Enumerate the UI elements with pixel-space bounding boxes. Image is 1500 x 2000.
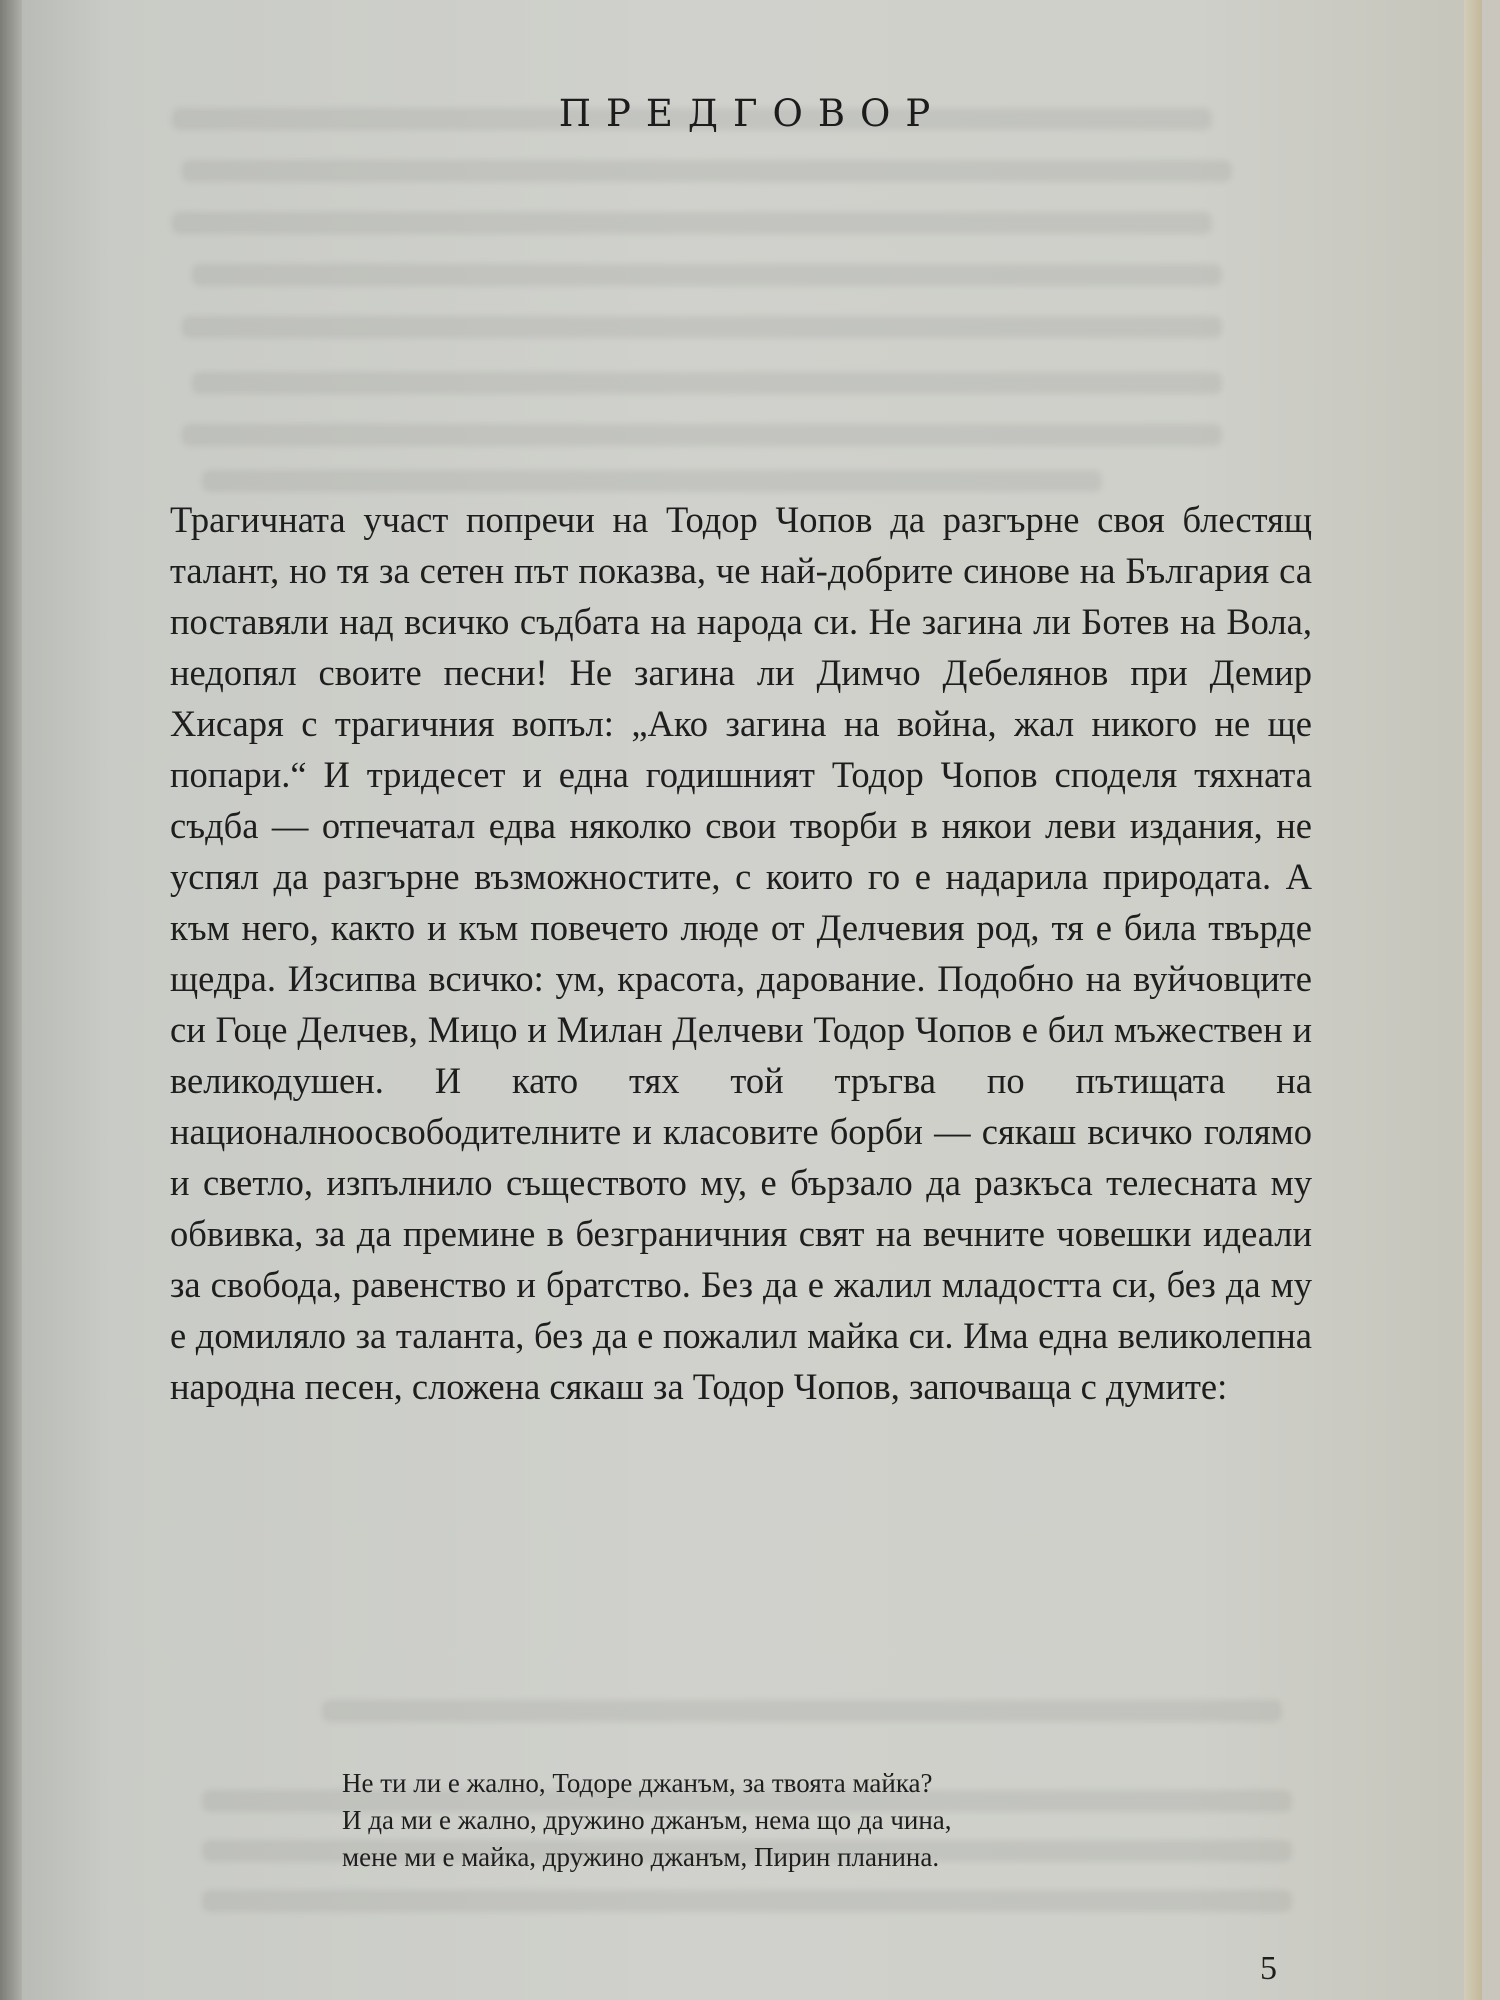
folk-song-quote [342,1765,1292,1876]
page-title: ПРЕДГОВОР [558,92,946,135]
page-edge [1464,0,1482,2000]
page-number: 5 [1260,1950,1277,1987]
book-page [22,0,1482,2000]
poem-line: Не ти ли е жално, Тодоре джанъм, за твоята майка? [342,1768,933,1798]
poem-line: мене ми е майка, дружино джанъм, Пирин планина. [342,1842,940,1872]
foreword-paragraph: Трагичната участ попречи на Тодор Чопов да разгърне своя блестящ талант, но тя за сетен път показва, че най-добрите синове на България са поставяли над всичко съдбата на народа си. Не загина ли Ботев на Вола, недопял своите песни! Не загина ли Димчо Дебелянов при Демир Хисаря с трагичния вопъл: „Ако загина на война, жал никого не ще попари.“ И тридесет и една годишният Тодор Чопов споделя тяхната съдба — отпечатал едва няколко свои творби в някои леви издания, не успял да разгърне възможностите, с които го е надарила природата. А към него, както и към повечето люде от Делчевия род, тя е била твърде щедра. Изсипва всичко: ум, красота, дарование. Подобно на вуйчовците си Гоце Делчев, Мицо и Милан Делчеви Тодор Чопов е бил мъжествен и великодушен. И като тях той тръгва по пътищата на националноосвободителните и класовите борби — сякаш всичко голямо и светло, изпълнило съществото му, е бързало да разкъса телесната му обвивка, за да премине в безграничния свят на вечните човешки идеали за свобода, равенство и братство. Без да е жалил младостта си, без да му е домиляло за таланта, без да е пожалил майка си. Има една великолепна народна песен, сложена сякаш за Тодор Чопов, започваща с думите: [170,499,1312,1407]
book-spine-shadow [0,0,22,2000]
poem-line: И да ми е жално, дружино джанъм, нема що да чина, [342,1805,952,1835]
